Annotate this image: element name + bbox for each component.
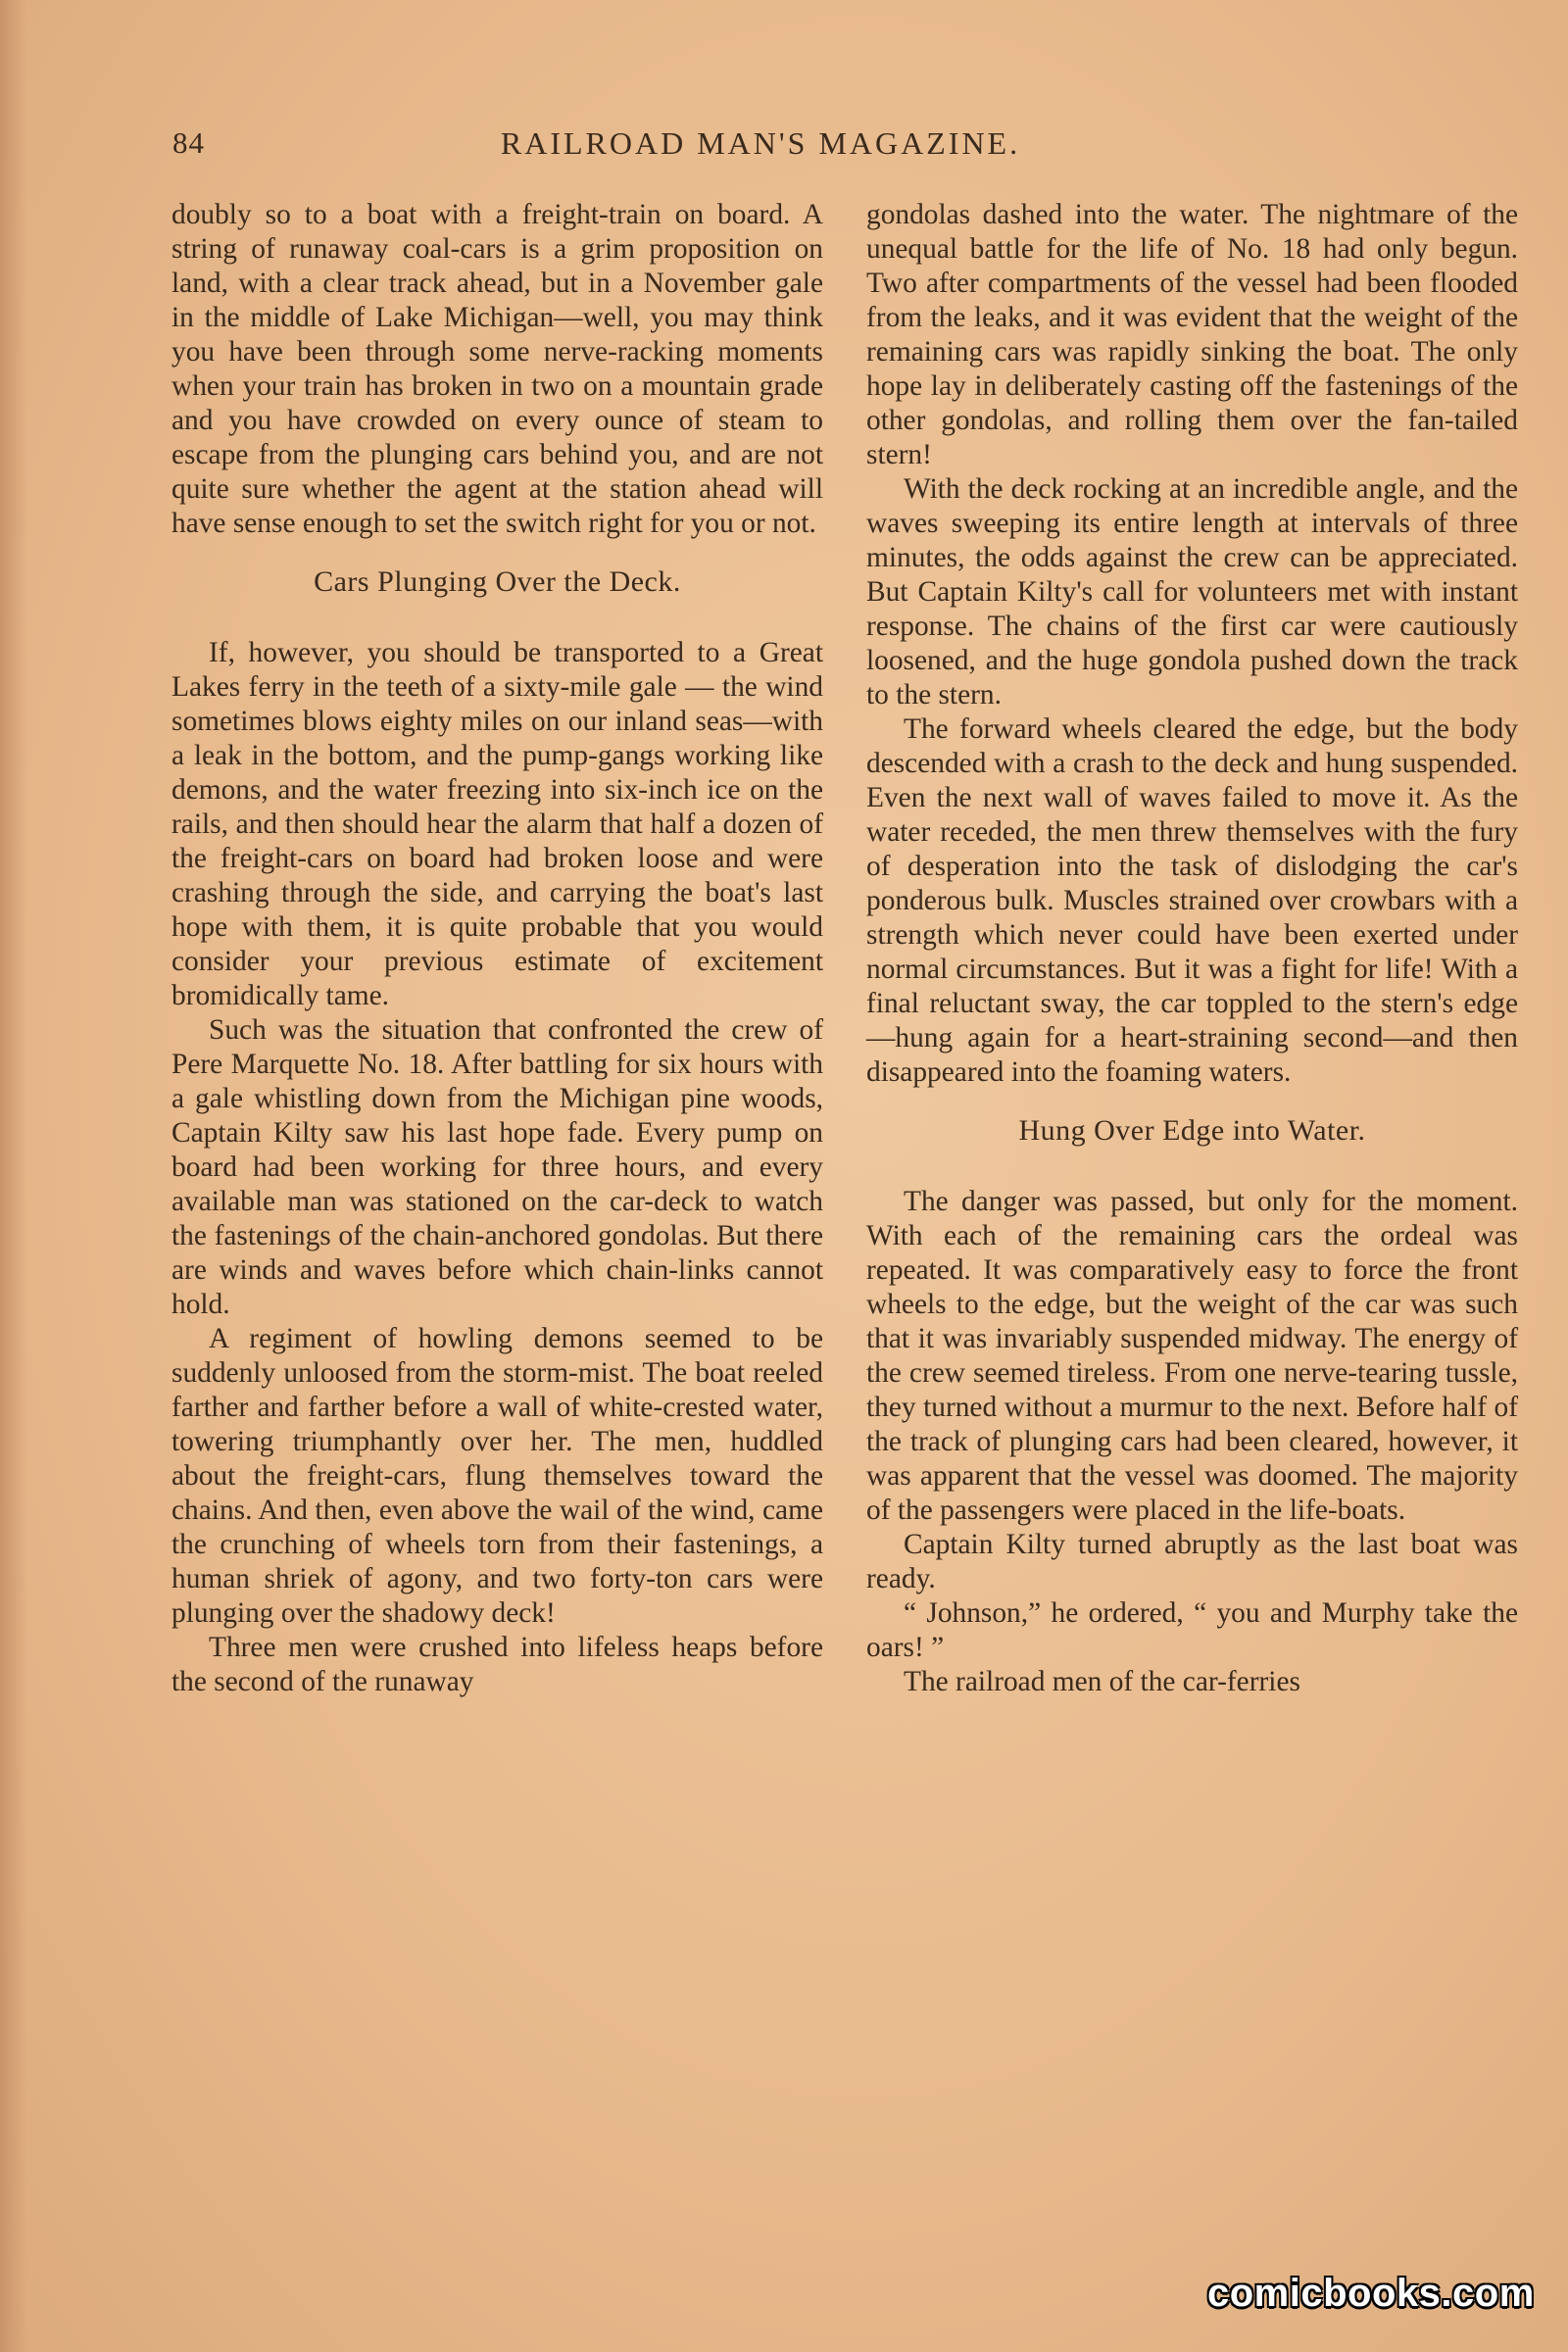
paragraph: “ Johnson,” he ordered, “ you and Murphy take the oars! ” [866,1597,1518,1663]
left-column [172,198,823,1699]
paragraph: Three men were crushed into lifeless heaps before the second of the runaway [172,1632,823,1697]
section-heading: Cars Plunging Over the Deck. [314,565,681,598]
paragraph: A regiment of howling demons seemed to be suddenly unloosed from the storm-mist. The boat reeled farther and farther before a wall of white-crested water, towering triumphantly over her. The men, huddled about the freight-cars, flung themselves toward the chains. And then, even above the wail of the wind, came the crunching of wheels torn from their fastenings, a human shriek of agony, and two forty-ton cars were plunging over the shadowy deck! [172,1323,823,1629]
paragraph: With the deck rocking at an incredible angle, and the waves sweeping its entire length at intervals of three minutes, the odds against the crew can be appreciated. But Captain Kilty's call for volunteers met with instant response. The chains of the first car were cautiously loosened, and the huge gondola pushed down the track to the stern. [866,473,1518,710]
watermark: comicbooks.com [1207,2272,1535,2315]
running-head: RAILROAD MAN'S MAGAZINE. [500,125,1021,161]
page-header [172,125,1348,174]
section-heading: Hung Over Edge into Water. [1018,1114,1366,1147]
paragraph: The railroad men of the car-ferries [904,1666,1300,1697]
paragraph: Captain Kilty turned abruptly as the last boat was ready. [866,1529,1518,1594]
paragraph: Such was the situation that confronted the crew of Pere Marquette No. 18. After battling for six hours with a gale whistling down from the Michigan pine woods, Captain Kilty saw his last hope fade. Every pump on board had been working for three hours, and every available man was stationed on the car-deck to watch the fastenings of the chain-anchored gondolas. But there are winds and waves before which chain-links cannot hold. [172,1014,823,1320]
paragraph: The forward wheels cleared the edge, but the body descended with a crash to the deck and hung suspended. Even the next wall of waves failed to move it. As the water receded, the men threw themselves with the fury of desperation into the task of dislodging the car's ponderous bulk. Muscles strained over crowbars with a strength which never could have been exerted under normal circumstances. But it was a fight for life! With a final reluctant sway, the car toppled to the stern's edge—hung again for a heart-straining second—and then disappeared into the foaming waters. [866,713,1518,1088]
paragraph: If, however, you should be transported to a Great Lakes ferry in the teeth of a sixty-mile gale — the wind sometimes blows eighty miles on our inland seas—with a leak in the bottom, and the pump-gangs working like demons, and the water freezing into six-inch ice on the rails, and then should hear the alarm that half a dozen of the freight-cars on board had broken loose and were crashing through the side, and carrying the boat's last hope with them, it is quite probable that you would consider your previous estimate of excitement bromidically tame. [172,637,823,1011]
paragraph: gondolas dashed into the water. The nightmare of the unequal battle for the life of No. 18 had only begun. Two after compartments of the vessel had been flooded from the leaks, and it was evident that the weight of the remaining cars was rapidly sinking the boat. The only hope lay in deliberately casting off the fastenings of the other gondolas, and rolling them over the fan-tailed stern! [866,199,1518,470]
page-edge-shadow [0,0,27,2352]
page-number: 84 [172,125,205,160]
paragraph: The danger was passed, but only for the moment. With each of the remaining cars the ordeal was repeated. It was comparatively easy to force the front wheels to the edge, but the weight of the car was such that it was invariably suspended midway. The energy of the crew seemed tireless. From one nerve-tearing tussle, they turned without a murmur to the next. Before half of the track of plunging cars had been cleared, however, it was apparent that the vessel was doomed. The majority of the passengers were placed in the life-boats. [866,1186,1518,1526]
right-column [866,198,1518,1699]
paragraph: doubly so to a boat with a freight-train on board. A string of runaway coal-cars is a grim proposition on land, with a clear track ahead, but in a November gale in the middle of Lake Michigan—well, you may think you have been through some nerve-racking moments when your train has broken in two on a mountain grade and you have crowded on every ounce of steam to escape from the plunging cars behind you, and are not quite sure whether the agent at the station ahead will have sense enough to set the switch right for you or not. [172,199,823,539]
